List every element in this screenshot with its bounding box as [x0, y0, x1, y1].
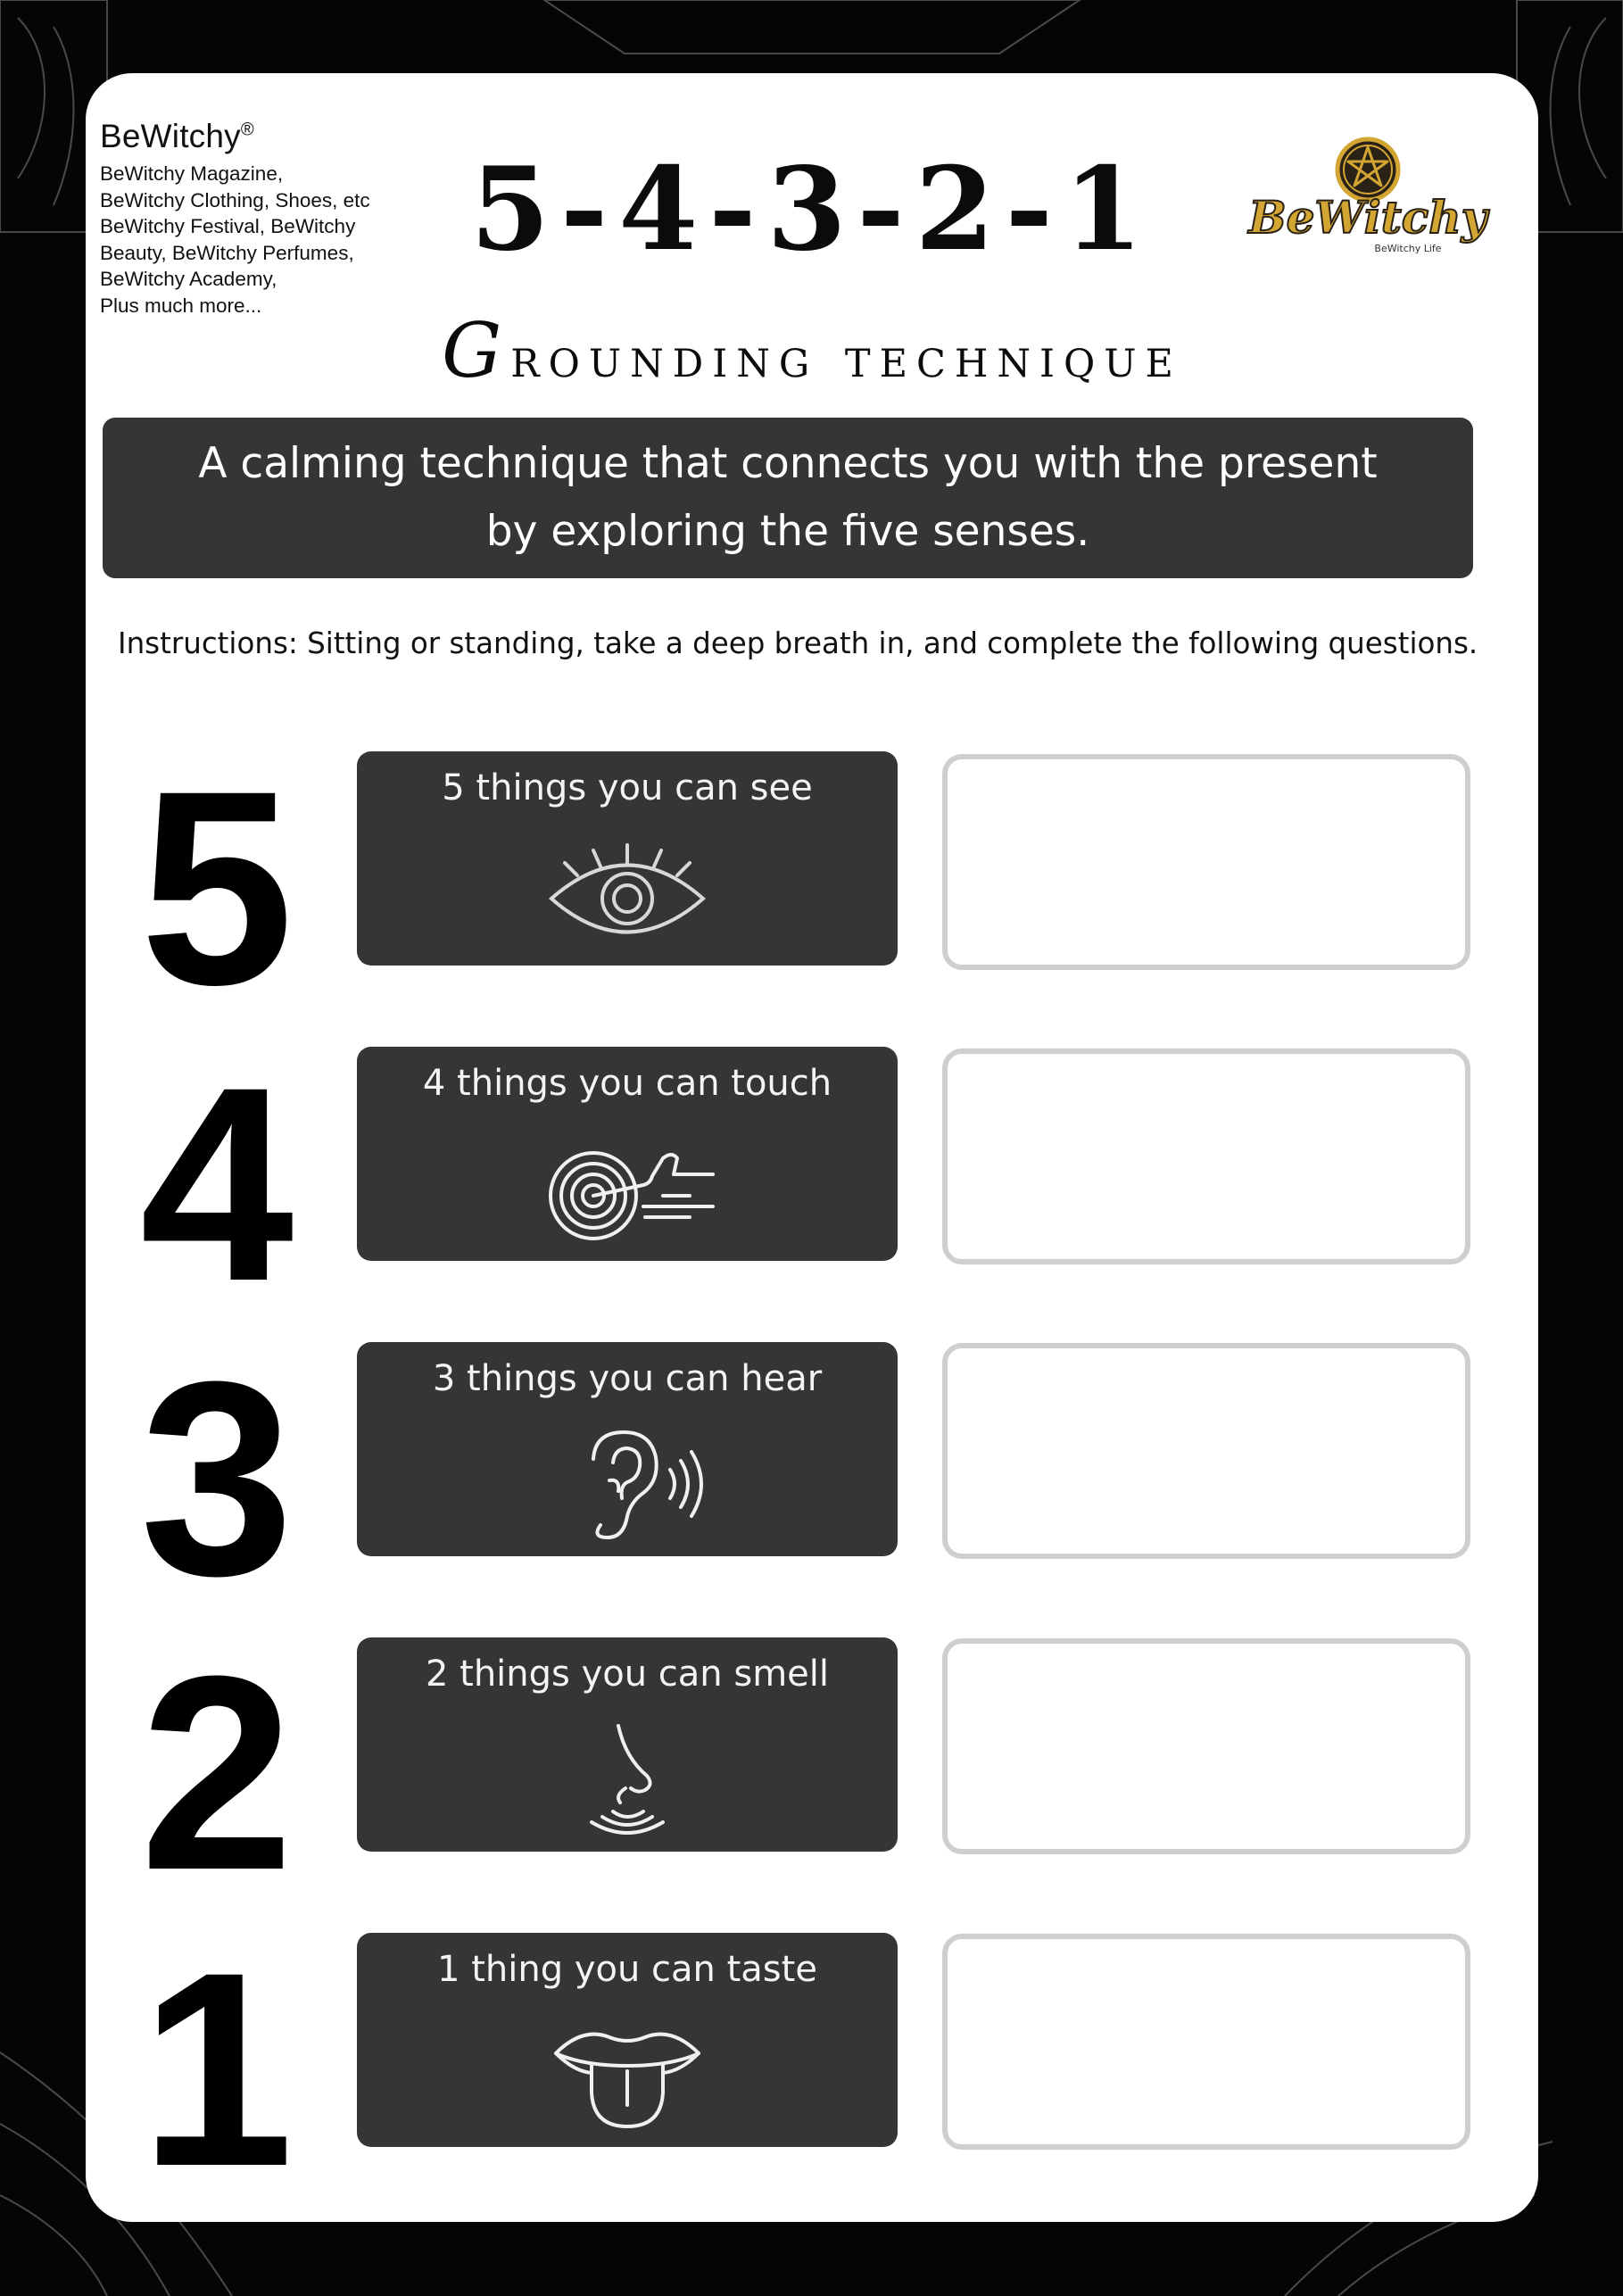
sense-card-taste	[357, 1933, 898, 2147]
sense-card-touch	[357, 1047, 898, 1261]
step-number: 3	[139, 1323, 294, 1633]
sense-label: 4 things you can touch	[422, 1063, 832, 1104]
sense-card-see	[357, 751, 898, 966]
brand-line: BeWitchy Festival, BeWitchy	[100, 215, 356, 237]
brand-name: BeWitchy®	[100, 118, 254, 154]
tongue-icon	[538, 2018, 716, 2134]
sense-label: 5 things you can see	[442, 767, 813, 808]
brand-line: BeWitchy Magazine,	[100, 162, 284, 185]
sense-card-hear	[357, 1342, 898, 1556]
brand-line: BeWitchy Academy,	[100, 268, 277, 290]
answer-box-smell[interactable]	[942, 1638, 1470, 1854]
intro-line: by exploring the five senses.	[485, 507, 1090, 556]
logo-text: BeWitchy	[1248, 191, 1487, 244]
eye-icon	[538, 836, 716, 952]
answer-box-see[interactable]	[942, 754, 1470, 970]
step-number: 1	[139, 1914, 294, 2224]
bewitchy-logo	[1248, 132, 1487, 257]
instructions-text: Instructions: Sitting or standing, take a deep breath in, and complete the following questions.	[118, 626, 1478, 660]
answer-box-hear[interactable]	[942, 1343, 1470, 1559]
sense-label: 3 things you can hear	[432, 1358, 823, 1399]
touch-hand-icon	[538, 1131, 716, 1247]
logo-tagline: BeWitchy Life	[1374, 243, 1442, 254]
sense-label: 2 things you can smell	[425, 1654, 830, 1695]
answer-box-touch[interactable]	[942, 1049, 1470, 1264]
worksheet-card	[86, 73, 1538, 2222]
intro-banner	[103, 418, 1473, 578]
step-number: 4	[139, 1029, 294, 1339]
step-number: 2	[139, 1618, 294, 1927]
page-title: 5-4-3-2-1	[470, 143, 1154, 277]
brand-line: Plus much more...	[100, 294, 262, 317]
sense-card-smell	[357, 1637, 898, 1852]
nose-icon	[538, 1722, 716, 1838]
page-subtitle: Grounding technique	[442, 307, 1182, 394]
brand-line: Beauty, BeWitchy Perfumes,	[100, 241, 354, 264]
brand-line: BeWitchy Clothing, Shoes, etc	[100, 188, 370, 211]
intro-line: A calming technique that connects you with the present	[198, 439, 1378, 488]
answer-box-taste[interactable]	[942, 1934, 1470, 2150]
ear-icon	[538, 1427, 716, 1543]
step-number: 5	[139, 733, 294, 1042]
sense-label: 1 thing you can taste	[437, 1949, 817, 1990]
